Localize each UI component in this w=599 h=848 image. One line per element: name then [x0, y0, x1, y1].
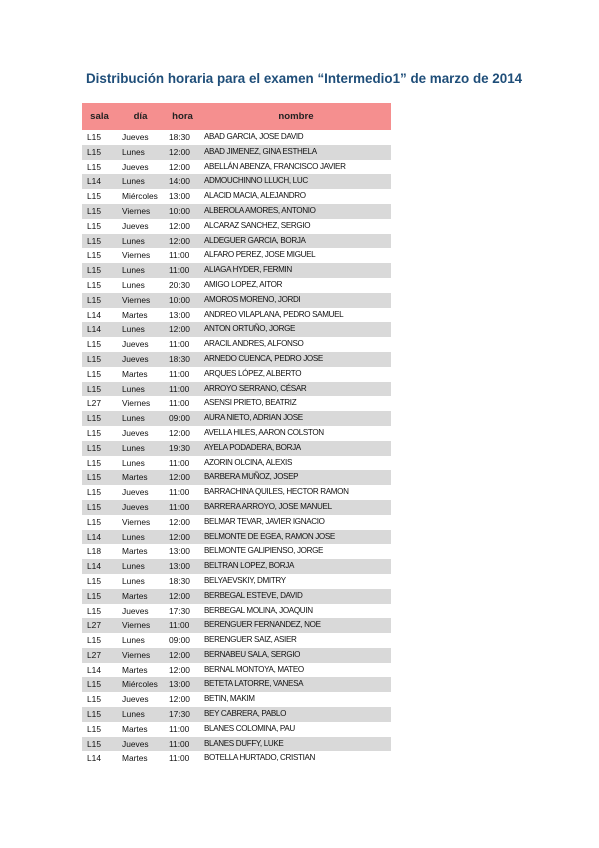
cell-sala: L15: [82, 293, 117, 308]
cell-nombre: ARACIL ANDRES, ALFONSO: [201, 337, 391, 352]
cell-sala: L15: [82, 204, 117, 219]
cell-sala: L15: [82, 160, 117, 175]
cell-hora: 20:30: [164, 278, 201, 293]
cell-hora: 11:00: [164, 248, 201, 263]
table-row: [82, 160, 391, 175]
table-row: [82, 648, 391, 663]
cell-dia: Martes: [117, 544, 164, 559]
cell-dia: Martes: [117, 308, 164, 323]
cell-nombre: BERENGUER FERNANDEZ, NOE: [201, 618, 391, 633]
cell-dia: Viernes: [117, 248, 164, 263]
cell-dia: Viernes: [117, 648, 164, 663]
table-row: [82, 456, 391, 471]
cell-sala: L15: [82, 677, 117, 692]
cell-hora: 12:00: [164, 322, 201, 337]
cell-nombre: ABAD JIMENEZ, GINA ESTHELA: [201, 145, 391, 160]
cell-dia: Lunes: [117, 456, 164, 471]
cell-nombre: BETIN, MAKIM: [201, 692, 391, 707]
cell-sala: L15: [82, 278, 117, 293]
cell-hora: 18:30: [164, 130, 201, 145]
table-row: [82, 470, 391, 485]
cell-nombre: ABAD GARCIA, JOSE DAVID: [201, 130, 391, 145]
table-row: [82, 530, 391, 545]
table-row: [82, 751, 391, 766]
cell-nombre: BERBEGAL ESTEVE, DAVID: [201, 589, 391, 604]
cell-hora: 09:00: [164, 411, 201, 426]
cell-sala: L15: [82, 722, 117, 737]
cell-hora: 11:00: [164, 737, 201, 752]
cell-sala: L15: [82, 426, 117, 441]
cell-dia: Lunes: [117, 382, 164, 397]
cell-nombre: ALACID MACIA, ALEJANDRO: [201, 189, 391, 204]
cell-dia: Viernes: [117, 293, 164, 308]
cell-hora: 09:00: [164, 633, 201, 648]
table-row: [82, 352, 391, 367]
cell-nombre: ARNEDO CUENCA, PEDRO JOSE: [201, 352, 391, 367]
cell-hora: 13:00: [164, 189, 201, 204]
cell-dia: Martes: [117, 751, 164, 766]
cell-hora: 11:00: [164, 382, 201, 397]
cell-nombre: BARRERA ARROYO, JOSE MANUEL: [201, 500, 391, 515]
cell-nombre: ALIAGA HYDER, FERMIN: [201, 263, 391, 278]
schedule-table: [82, 103, 391, 766]
cell-dia: Viernes: [117, 515, 164, 530]
cell-dia: Lunes: [117, 559, 164, 574]
table-row: [82, 633, 391, 648]
table-row: [82, 707, 391, 722]
table-row: [82, 411, 391, 426]
cell-nombre: ALCARAZ SANCHEZ, SERGIO: [201, 219, 391, 234]
cell-nombre: ADMOUCHINNO LLUCH, LUC: [201, 174, 391, 189]
table-row: [82, 234, 391, 249]
cell-hora: 11:00: [164, 396, 201, 411]
cell-sala: L27: [82, 648, 117, 663]
cell-sala: L15: [82, 411, 117, 426]
cell-hora: 12:00: [164, 426, 201, 441]
cell-nombre: ANTON ORTUÑO, JORGE: [201, 322, 391, 337]
cell-hora: 12:00: [164, 648, 201, 663]
table-row: [82, 382, 391, 397]
cell-hora: 11:00: [164, 722, 201, 737]
cell-sala: L15: [82, 589, 117, 604]
table-row: [82, 426, 391, 441]
table-row: [82, 174, 391, 189]
cell-sala: L15: [82, 189, 117, 204]
cell-hora: 18:30: [164, 352, 201, 367]
table-row: [82, 692, 391, 707]
cell-hora: 12:00: [164, 515, 201, 530]
cell-dia: Lunes: [117, 574, 164, 589]
cell-nombre: BERNABEU SALA, SERGIO: [201, 648, 391, 663]
cell-nombre: BOTELLA HURTADO, CRISTIAN: [201, 751, 391, 766]
cell-dia: Lunes: [117, 411, 164, 426]
cell-sala: L15: [82, 263, 117, 278]
cell-nombre: ANDREO VILAPLANA, PEDRO SAMUEL: [201, 308, 391, 323]
cell-nombre: BARBERA MUÑOZ, JOSEP: [201, 470, 391, 485]
cell-hora: 11:00: [164, 485, 201, 500]
cell-nombre: BELMONTE DE EGEA, RAMON JOSE: [201, 530, 391, 545]
cell-dia: Miércoles: [117, 189, 164, 204]
table-row: [82, 604, 391, 619]
cell-dia: Lunes: [117, 145, 164, 160]
cell-dia: Jueves: [117, 219, 164, 234]
cell-nombre: ARROYO SERRANO, CÉSAR: [201, 382, 391, 397]
cell-sala: L14: [82, 559, 117, 574]
table-row: [82, 515, 391, 530]
cell-sala: L15: [82, 248, 117, 263]
cell-nombre: BLANES DUFFY, LUKE: [201, 737, 391, 752]
table-row: [82, 263, 391, 278]
cell-sala: L18: [82, 544, 117, 559]
cell-hora: 12:00: [164, 692, 201, 707]
cell-sala: L15: [82, 219, 117, 234]
cell-nombre: AMOROS MORENO, JORDI: [201, 293, 391, 308]
table-row: [82, 574, 391, 589]
cell-dia: Jueves: [117, 426, 164, 441]
cell-sala: L15: [82, 574, 117, 589]
cell-hora: 12:00: [164, 219, 201, 234]
cell-dia: Martes: [117, 470, 164, 485]
cell-dia: Lunes: [117, 278, 164, 293]
cell-nombre: ARQUES LÓPEZ, ALBERTO: [201, 367, 391, 382]
cell-sala: L14: [82, 322, 117, 337]
cell-sala: L27: [82, 396, 117, 411]
table-row: [82, 677, 391, 692]
cell-sala: L15: [82, 145, 117, 160]
table-row: [82, 322, 391, 337]
cell-sala: L15: [82, 485, 117, 500]
cell-sala: L15: [82, 515, 117, 530]
cell-hora: 11:00: [164, 337, 201, 352]
cell-sala: L15: [82, 352, 117, 367]
cell-nombre: ABELLÁN ABENZA, FRANCISCO JAVIER: [201, 160, 391, 175]
cell-dia: Lunes: [117, 174, 164, 189]
table-row: [82, 500, 391, 515]
cell-nombre: BELYAEVSKIY, DMITRY: [201, 574, 391, 589]
cell-dia: Jueves: [117, 737, 164, 752]
cell-nombre: BETETA LATORRE, VANESA: [201, 677, 391, 692]
cell-nombre: BERBEGAL MOLINA, JOAQUIN: [201, 604, 391, 619]
cell-nombre: BELTRAN LOPEZ, BORJA: [201, 559, 391, 574]
header-nombre: nombre: [201, 103, 391, 130]
header-hora: hora: [164, 103, 201, 130]
cell-hora: 12:00: [164, 160, 201, 175]
header-sala: sala: [82, 103, 117, 130]
table-row: [82, 204, 391, 219]
table-row: [82, 189, 391, 204]
cell-nombre: AVELLA HILES, AARON COLSTON: [201, 426, 391, 441]
cell-dia: Viernes: [117, 396, 164, 411]
cell-sala: L15: [82, 500, 117, 515]
cell-hora: 12:00: [164, 234, 201, 249]
cell-dia: Lunes: [117, 707, 164, 722]
cell-hora: 11:00: [164, 500, 201, 515]
table-row: [82, 559, 391, 574]
cell-hora: 13:00: [164, 544, 201, 559]
cell-dia: Martes: [117, 367, 164, 382]
cell-sala: L15: [82, 737, 117, 752]
cell-nombre: BERNAL MONTOYA, MATEO: [201, 663, 391, 678]
table-row: [82, 248, 391, 263]
cell-sala: L14: [82, 174, 117, 189]
cell-dia: Lunes: [117, 234, 164, 249]
cell-sala: L15: [82, 604, 117, 619]
cell-hora: 11:00: [164, 263, 201, 278]
cell-dia: Jueves: [117, 692, 164, 707]
cell-dia: Lunes: [117, 441, 164, 456]
cell-dia: Jueves: [117, 500, 164, 515]
table-row: [82, 589, 391, 604]
table-row: [82, 544, 391, 559]
cell-sala: L15: [82, 337, 117, 352]
cell-hora: 12:00: [164, 589, 201, 604]
cell-hora: 12:00: [164, 470, 201, 485]
cell-nombre: AYELA PODADERA, BORJA: [201, 441, 391, 456]
table-row: [82, 396, 391, 411]
cell-dia: Jueves: [117, 337, 164, 352]
cell-dia: Jueves: [117, 485, 164, 500]
cell-nombre: AURA NIETO, ADRIAN JOSE: [201, 411, 391, 426]
cell-dia: Lunes: [117, 530, 164, 545]
cell-hora: 11:00: [164, 751, 201, 766]
cell-nombre: ALFARO PEREZ, JOSE MIGUEL: [201, 248, 391, 263]
cell-dia: Jueves: [117, 130, 164, 145]
cell-hora: 10:00: [164, 293, 201, 308]
table-body: [82, 130, 391, 766]
cell-hora: 12:00: [164, 530, 201, 545]
cell-hora: 12:00: [164, 663, 201, 678]
cell-nombre: BARRACHINA QUILES, HECTOR RAMON: [201, 485, 391, 500]
cell-hora: 13:00: [164, 677, 201, 692]
cell-hora: 13:00: [164, 308, 201, 323]
cell-dia: Jueves: [117, 352, 164, 367]
cell-hora: 17:30: [164, 604, 201, 619]
document-title: Distribución horaria para el examen “Intermedio1” de marzo de 2014: [86, 71, 523, 86]
table-row: [82, 278, 391, 293]
table-header-row: [82, 103, 391, 130]
cell-dia: Martes: [117, 589, 164, 604]
table-row: [82, 219, 391, 234]
cell-sala: L15: [82, 130, 117, 145]
table-row: [82, 337, 391, 352]
cell-hora: 18:30: [164, 574, 201, 589]
cell-hora: 17:30: [164, 707, 201, 722]
cell-nombre: BERENGUER SAIZ, ASIER: [201, 633, 391, 648]
cell-hora: 11:00: [164, 456, 201, 471]
cell-sala: L15: [82, 234, 117, 249]
cell-sala: L14: [82, 751, 117, 766]
cell-dia: Lunes: [117, 633, 164, 648]
table-row: [82, 145, 391, 160]
cell-nombre: ALDEGUER GARCIA, BORJA: [201, 234, 391, 249]
cell-hora: 11:00: [164, 367, 201, 382]
cell-dia: Viernes: [117, 618, 164, 633]
cell-nombre: ASENSI PRIETO, BEATRIZ: [201, 396, 391, 411]
cell-sala: L27: [82, 618, 117, 633]
cell-dia: Lunes: [117, 322, 164, 337]
table-row: [82, 308, 391, 323]
cell-sala: L15: [82, 707, 117, 722]
cell-hora: 12:00: [164, 145, 201, 160]
table-row: [82, 722, 391, 737]
cell-nombre: AMIGO LOPEZ, AITOR: [201, 278, 391, 293]
cell-sala: L15: [82, 470, 117, 485]
table-row: [82, 441, 391, 456]
cell-dia: Lunes: [117, 263, 164, 278]
cell-hora: 11:00: [164, 618, 201, 633]
cell-dia: Viernes: [117, 204, 164, 219]
header-dia: día: [117, 103, 164, 130]
cell-dia: Martes: [117, 722, 164, 737]
table-row: [82, 663, 391, 678]
cell-sala: L14: [82, 308, 117, 323]
cell-nombre: BELMAR TEVAR, JAVIER IGNACIO: [201, 515, 391, 530]
cell-hora: 10:00: [164, 204, 201, 219]
cell-dia: Jueves: [117, 160, 164, 175]
cell-dia: Miércoles: [117, 677, 164, 692]
cell-hora: 13:00: [164, 559, 201, 574]
table-row: [82, 737, 391, 752]
cell-nombre: ALBEROLA AMORES, ANTONIO: [201, 204, 391, 219]
cell-sala: L15: [82, 382, 117, 397]
cell-dia: Martes: [117, 663, 164, 678]
cell-nombre: BELMONTE GALIPIENSO, JORGE: [201, 544, 391, 559]
cell-sala: L14: [82, 663, 117, 678]
table-row: [82, 618, 391, 633]
cell-hora: 14:00: [164, 174, 201, 189]
table-row: [82, 293, 391, 308]
cell-sala: L15: [82, 367, 117, 382]
table-row: [82, 130, 391, 145]
cell-nombre: BLANES COLOMINA, PAU: [201, 722, 391, 737]
cell-sala: L14: [82, 530, 117, 545]
cell-nombre: BEY CABRERA, PABLO: [201, 707, 391, 722]
cell-sala: L15: [82, 441, 117, 456]
cell-sala: L15: [82, 633, 117, 648]
cell-hora: 19:30: [164, 441, 201, 456]
table-row: [82, 367, 391, 382]
cell-dia: Jueves: [117, 604, 164, 619]
cell-nombre: AZORIN OLCINA, ALEXIS: [201, 456, 391, 471]
cell-sala: L15: [82, 692, 117, 707]
cell-sala: L15: [82, 456, 117, 471]
table-row: [82, 485, 391, 500]
